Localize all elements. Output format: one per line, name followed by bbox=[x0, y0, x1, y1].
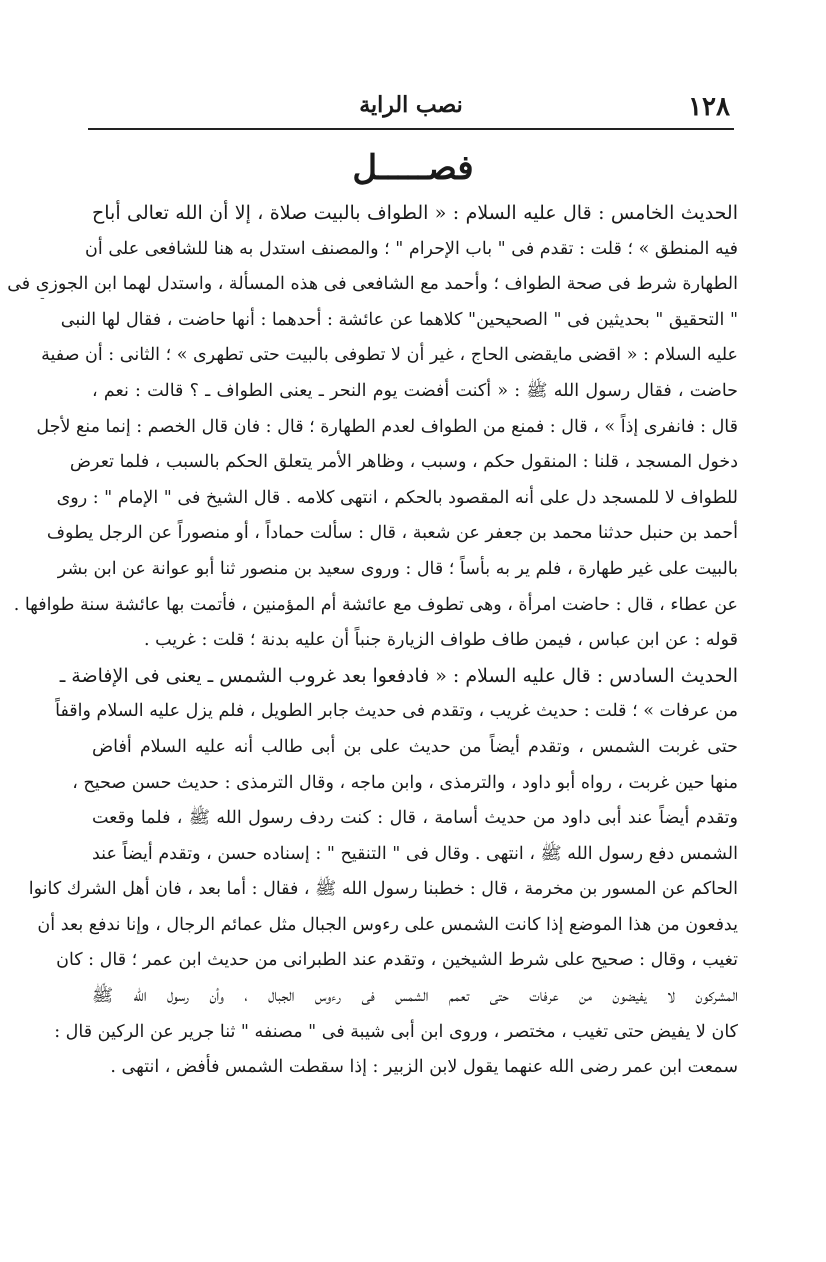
text-line: قوله : عن ابن عباس ، فيمن طاف طواف الزيارة جنباً أن عليه بدنة ؛ قلت : غريب . bbox=[143, 630, 738, 651]
text-line: الحاكم عن المسور بن مخرمة ، قال : خطبنا رسول الله ﷺ ، فقال : أما بعد ، فان أهل الشرك كانوا bbox=[28, 879, 738, 900]
text-line: تغيب ، وقال : صحيح على شرط الشيخين ، وتقدم عند الطبرانى من حديث ابن عمر ؛ قال : كان bbox=[56, 950, 738, 971]
running-title: نصب الراية bbox=[359, 92, 463, 118]
text-line: عليه السلام : « اقضى مايقضى الحاج ، غير أن لا تطوفى بالبيت حتى تطهرى » ؛ الثانى : أن صفية bbox=[41, 345, 738, 366]
text-line: الطهارة شرط فى صحة الطواف ؛ وأحمد مع الشافعى فى هذه المسألة ، واستدل لهما ابن الجوزى فى bbox=[7, 274, 738, 295]
text-line: فيه المنطق » ؛ قلت : تقدم فى " باب الإحرام " ؛ والمصنف استدل به هنا للشافعى على أن bbox=[85, 238, 738, 259]
text-line: حتى غربت الشمس ، وتقدم أيضاً من حديث على بن أبى طالب أنه عليه السلام أفاض bbox=[92, 736, 738, 757]
text-line: للطواف لا للمسجد دل على أنه المقصود بالحكم ، انتهى كلامه . قال الشيخ فى " الإمام " : روى bbox=[56, 487, 738, 508]
body-text bbox=[7, 196, 738, 1086]
text-line: منها حين غربت ، رواه أبو داود ، والترمذى ، وابن ماجه ، وقال الترمذى : حديث حسن صحيح ، bbox=[72, 772, 738, 793]
text-line: من عرفات » ؛ قلت : حديث غريب ، وتقدم فى حديث جابر الطويل ، فلم يزل عليه السلام واقفاً bbox=[55, 701, 738, 722]
text-line: الحديث الخامس : قال عليه السلام : « الطواف بالبيت صلاة ، إلا أن الله تعالى أباح bbox=[92, 202, 738, 224]
text-line: دخول المسجد ، قلنا : المنقول حكم ، وسبب ، وظاهر الأمر يتعلق الحكم بالسبب ، فلما تعرض bbox=[69, 452, 738, 473]
text-line: عن عطاء ، قال : حاضت امرأة ، وهى تطوف مع عائشة أم المؤمنين ، فأتمت بها عائشة سنة طوافها . bbox=[13, 594, 738, 615]
page-number: ١٢٨ bbox=[688, 92, 730, 122]
page-header bbox=[88, 86, 734, 130]
text-line: أحمد بن حنبل حدثنا محمد بن جعفر عن شعبة ، قال : سألت حماداً ، أو منصوراً عن الرجل يطوف bbox=[46, 523, 738, 544]
text-line: كان لا يفيض حتى تغيب ، مختصر ، وروى ابن أبى شيبة فى " مصنفه " ثنا جرير عن الركين قال : bbox=[54, 1021, 738, 1042]
margin-mark: - bbox=[40, 290, 45, 306]
text-line: المشركون لا يفيضون من عرفات حتى تعمم الشمس فى رءوس الجبال ، وأن رسول الله ﷺ bbox=[92, 986, 738, 1007]
text-line: قال : فانفرى إذاً » ، قال : فمنع من الطواف لعدم الطهارة ؛ قال : فان قال الخصم : إنما منع لأجل bbox=[36, 416, 738, 437]
text-line: حاضت ، فقال رسول الله ﷺ : « أكنت أفضت يوم النحر ـ يعنى الطواف ـ ؟ قالت : نعم ، bbox=[92, 380, 738, 401]
text-line: الشمس دفع رسول الله ﷺ ، انتهى . وقال فى " التنقيح " : إسناده حسن ، وتقدم أيضاً عند bbox=[92, 843, 738, 864]
text-line: بالبيت على غير طهارة ، فلم ير به بأساً ؛ قال : وروى سعيد بن منصور ثنا أبو عوانة عن ابن بشر bbox=[57, 558, 738, 579]
text-line: الحديث السادس : قال عليه السلام : « فادفعوا بعد غروب الشمس ـ يعنى فى الإفاضة ـ bbox=[59, 664, 738, 687]
text-line: سمعت ابن عمر رضى الله عنهما يقول لابن الزبير : إذا سقطت الشمس فأفض ، انتهى . bbox=[110, 1057, 738, 1078]
text-line: يدفعون من هذا الموضع إذا كانت الشمس على رءوس الجبال مثل عمائم الرجال ، وإنا ندفع بعد أن bbox=[37, 914, 738, 935]
section-title: فصـــــل bbox=[352, 148, 474, 188]
text-line: " التحقيق " بحديثين فى " الصحيحين" كلاهما عن عائشة : أحدهما : أنها حاضت ، فقال لها النبى bbox=[60, 309, 738, 330]
text-line: وتقدم أيضاً عند أبى داود من حديث أسامة ، قال : كنت ردف رسول الله ﷺ ، فلما وقعت bbox=[92, 808, 738, 829]
